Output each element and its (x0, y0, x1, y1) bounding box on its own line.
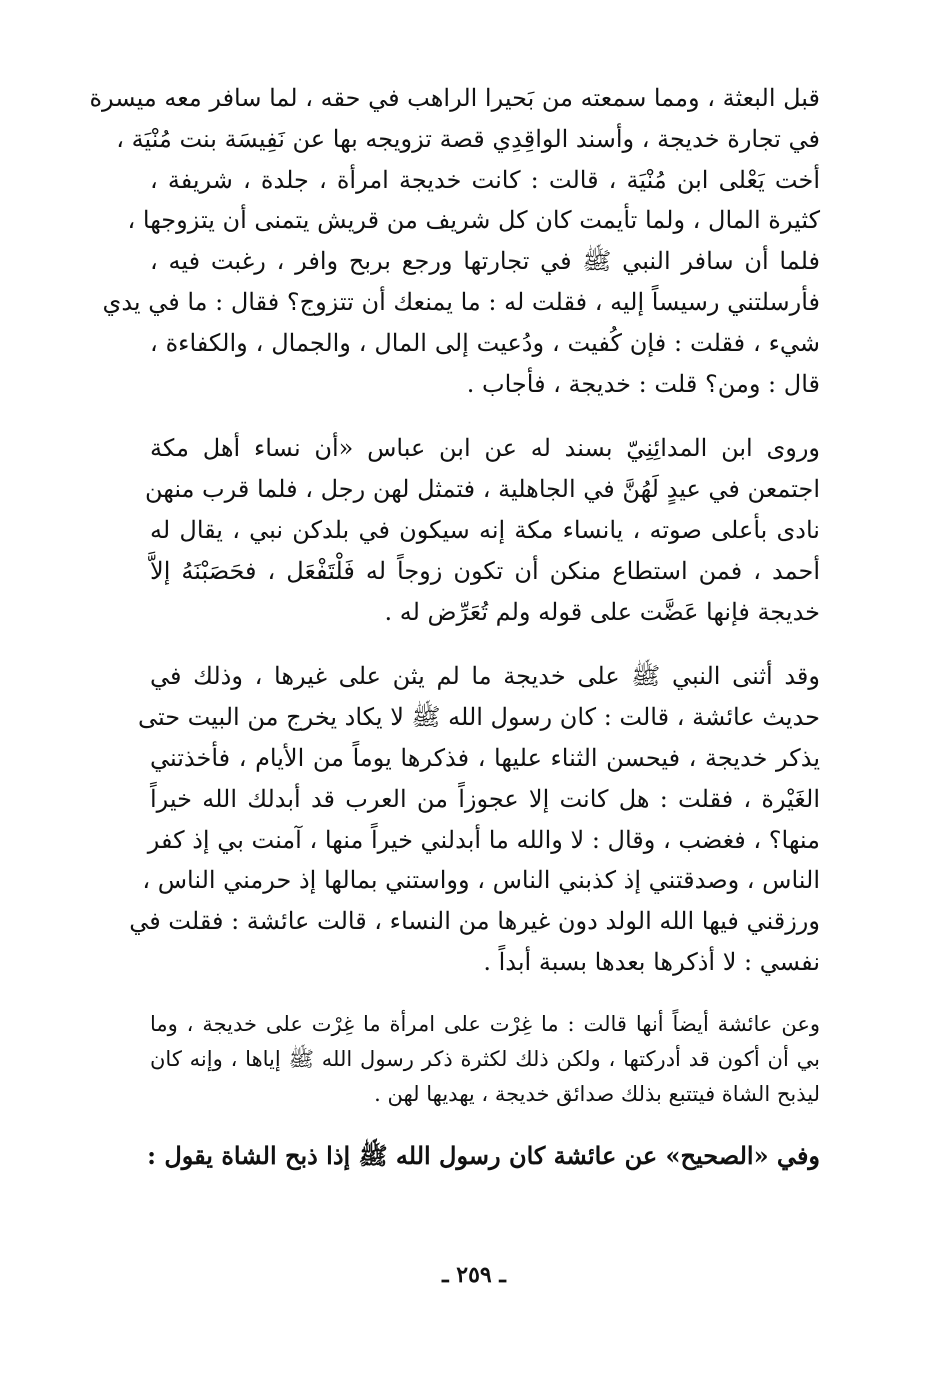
text-line: ورزقني فيها الله الولد دون غيرها من النساء ، قالت عائشة : فقلت في (129, 907, 820, 936)
text-line: وعن عائشة أيضاً أنها قالت : ما غِرْت على امرأة ما غِرْت على خديجة ، وما (150, 1011, 820, 1036)
text-line: قال : ومن؟ قلت : خديجة ، فأجاب . (466, 369, 820, 398)
text-line: نفسي : لا أذكرها بعدها بسبة أبداً . (483, 947, 820, 976)
paragraph-gap (150, 404, 820, 428)
paragraph-1 (89, 78, 820, 404)
page-number: ـ ٢٥٩ ـ (442, 1262, 506, 1288)
text-line: خديجة فإنها عَضَّت على قوله ولم تُعَرِّض له . (384, 597, 820, 626)
text-line: أخت يَعْلى ابن مُنْيَة ، قالت : كانت خديجة امرأة ، جلدة ، شريفة ، (150, 165, 820, 194)
text-line: الناس ، وصدقتني إذ كذبني الناس ، وواستني بمالها إذ حرمني الناس ، (142, 866, 820, 895)
text-line: شيء ، فقلت : فإن كُفيت ، ودُعيت إلى المال ، والجمال ، والكفاءة ، (150, 328, 820, 357)
paragraph-gap (150, 632, 820, 656)
paragraph-4-quote (150, 1007, 820, 1112)
text-line: فلما أن سافر النبي ﷺ في تجارتها ورجع بربح وافر ، رغبت فيه ، (150, 247, 820, 276)
text-line: قبل البعثة ، ومما سمعته من بَحيرا الراهب في حقه ، لما سافر معه ميسرة (89, 84, 820, 112)
paragraph-3 (129, 656, 820, 982)
text-line: فأرسلتني رسيساً إليه ، فقلت له : ما يمنعك أن تتزوج؟ فقال : ما في يدي (102, 287, 820, 316)
text-line: وقد أثنى النبي ﷺ على خديجة ما لم يثن على غيرها ، وذلك في (150, 662, 820, 691)
text-line: كثيرة المال ، ولما تأيمت كان كل شريف من قريش يتمنى أن يتزوجها ، (127, 206, 820, 235)
paragraph-gap (150, 1112, 820, 1136)
text-line: وفي «الصحيح» عن عائشة كان رسول الله ﷺ إذا ذبح الشاة يقول : (147, 1140, 820, 1170)
text-line: الغَيْرة ، فقلت : هل كانت إلا عجوزاً من العرب قد أبدلك الله خيراً (150, 784, 820, 813)
paragraph-5 (147, 1136, 820, 1177)
text-line: اجتمعن في عيدٍ لَهُنَّ في الجاهلية ، فتمثل لهن رجل ، فلما قرب منهن (145, 475, 820, 504)
text-line: يذكر خديجة ، فيحسن الثناء عليها ، فذكرها يوماً من الأيام ، فأخذتني (150, 743, 820, 772)
paragraph-2 (145, 428, 820, 632)
paragraph-gap (150, 983, 820, 1007)
text-line: وروى ابن المدائِنِيّ بسند له عن ابن عباس «أن نساء أهل مكة (150, 434, 820, 463)
text-line: بي أن أكون قد أدركتها ، ولكن ذلك لكثرة ذكر رسول الله ﷺ إياها ، وإنه كان (150, 1046, 820, 1071)
text-line: حديث عائشة ، قالت : كان رسول الله ﷺ لا يكاد يخرج من البيت حتى (137, 703, 820, 732)
text-line: نادى بأعلى صوته ، يانساء مكة إنه سيكون في بلدكن نبي ، يقال له (150, 515, 820, 544)
page-body (89, 78, 820, 1177)
text-line: أحمد ، فمن استطاع منكن أن تكون زوجاً له فَلْتَفْعَل ، فحَصَبْنَهُ إلاَّ (150, 556, 820, 585)
text-line: ليذبح الشاة فيتتبع بذلك صدائق خديجة ، يهديها لهن . (374, 1081, 820, 1106)
text-line: منها؟ ، فغضب ، وقال : لا والله ما أبدلني خيراً منها ، آمنت بي إذ كفر (147, 825, 820, 854)
text-line: في تجارة خديجة ، وأسند الواقِدِي قصة تزويجه بها عن نَفِيسَة بنت مُنْيَة ، (116, 124, 820, 153)
